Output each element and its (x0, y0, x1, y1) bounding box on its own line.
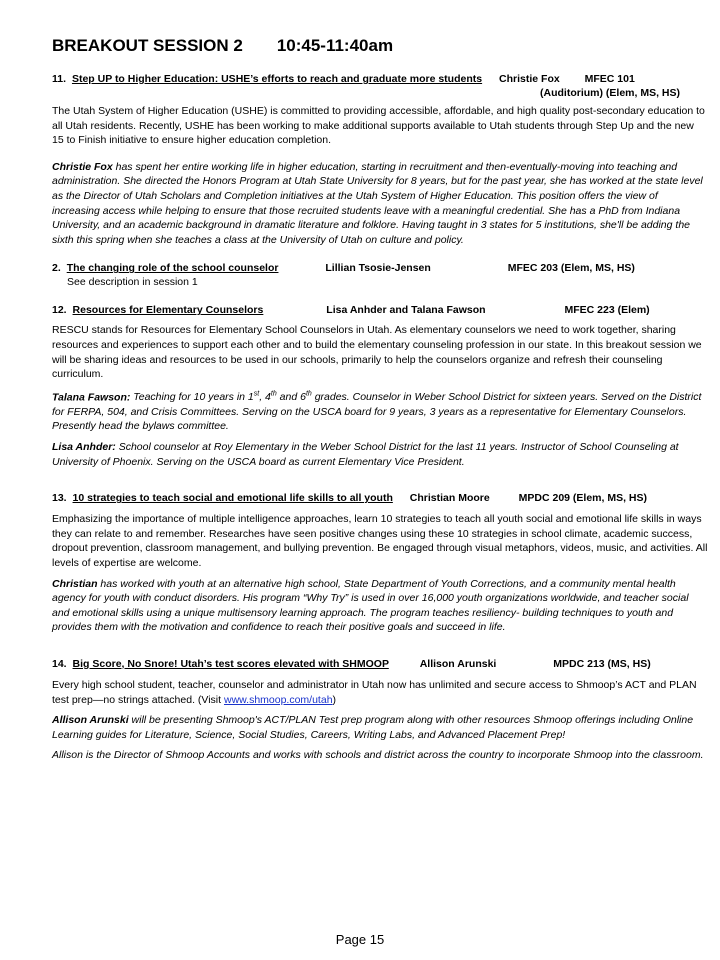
session-title: 10 strategies to teach social and emotional life skills to all youth (72, 492, 393, 505)
session-room: MFEC 223 (Elem) (564, 304, 650, 317)
bio-name: Talana Fawson: (52, 391, 131, 404)
session-title-line (52, 491, 708, 505)
presenter-bio (52, 577, 708, 635)
session-number: 11. (52, 73, 67, 85)
session-title: Step UP to Higher Education: USHE’s efforts to reach and graduate more students (71, 73, 483, 85)
presenter-bio (52, 388, 708, 434)
session-title: Resources for Elementary Counselors (72, 304, 264, 317)
shmoop-link[interactable]: www.shmoop.com/utah (223, 693, 333, 706)
session-number: 13. (52, 492, 67, 505)
session-14 (52, 657, 708, 763)
presenter-bio (52, 713, 708, 742)
session-title-line (52, 657, 708, 671)
bio-text: will be presenting Shmoop's ACT/PLAN Test prep program along with other resources Shmoop offerings including Online Learning guides for Literature, Science, Social Studies, Careers, Writing Labs, and Advanced Placement Prep! (52, 714, 694, 741)
bio-text: Allison is the Director of Shmoop Accounts and works with schools and district across the country to incorporate Shmoop into the classroom. (52, 749, 704, 762)
session-description: Emphasizing the importance of multiple intelligence approaches, learn 10 strategies to teach all youth social and emotional life skills in ways they can relate to and remember. Researches have seen positive changes using these 10 strategies in school climate, academic success, dropout prevention, classroom management, and bullying prevention. Be engaged through visual metaphors, videos, music, and activities. All levels of expertise are welcome. (52, 513, 708, 569)
session-number: 14. (52, 657, 67, 670)
bio-name: Allison Arunski (52, 714, 129, 727)
session-note: See description in session 1 (67, 276, 198, 289)
bio-name: Christie Fox (52, 160, 113, 173)
presenter-bio (52, 748, 708, 763)
presenter-bio (52, 160, 708, 248)
session-presenter: Christian Moore (409, 492, 490, 505)
page-header (52, 36, 708, 56)
bio-text: has spent her entire working life in higher education, starting in recruitment and then-eventually-moving into teaching and administration. She directed the Honors Program at Utah State University for 8 years, but for the past year, she has worked at the state level as the Director of Utah Scholars and Completion initiatives at the Utah System of Higher Education. This position offers the view of increasing access while helping to ensure that those recruited students leave with a meaningful credential. She has a PhD from Indiana University, and an academic background in dramatic literature and folklore. Having taught in 3 states for 5 institutions, she'll be adding the sixth this spring when she teaches a class at the University of Utah on culture and policy. (52, 160, 703, 246)
bio-text: Teaching for 10 years in 1st, 4th and 6th grades. Counselor in Weber School District for sixteen years. Served on the District for FERPA, 504, and Crisis Committees. Serving on the USCA board for 9 years, 3 years as a representative for Elementary Counselors. Presently head the bylaws committee. (52, 390, 702, 433)
session-title-line (52, 261, 708, 275)
session-11 (52, 72, 708, 247)
session-13 (52, 491, 708, 635)
session-number: 12. (52, 304, 67, 317)
session-description: The Utah System of Higher Education (USHE) is committed to providing accessible, affordable, and high quality post-secondary education to all Utah residents. Recently, USHE has been working to make additional supports available to Utah students through Step Up and the new 15 to Finish initiative to ensure higher education completion. (52, 105, 705, 147)
session-title-line (52, 72, 708, 86)
session-12 (52, 303, 708, 469)
session-2 (52, 261, 708, 289)
bio-name: Christian (52, 577, 98, 590)
session-heading: BREAKOUT SESSION 2 (52, 36, 243, 55)
session-room: MFEC 203 (Elem, MS, HS) (507, 262, 635, 275)
page-number: Page 15 (335, 932, 385, 947)
session-description: RESCU stands for Resources for Elementary School Counselors in Utah. As elementary counselors we need to work together, sharing resources and experiences to support each other and to build the elementary counseling profession in our state. In this breakout session we will be sharing ideas and resources to be used in our schools, primarily to help the counselors organize and refresh their counseling curriculum. (52, 324, 702, 381)
session-presenter: Lillian Tsosie-Jensen (325, 262, 431, 275)
session-title: Big Score, No Snore! Utah’s test scores elevated with SHMOOP (72, 657, 389, 670)
session-description (52, 678, 708, 707)
session-room: MFEC 101 (584, 73, 635, 85)
session-time: 10:45-11:40am (276, 36, 394, 55)
session-title: The changing role of the school counselor (66, 262, 279, 275)
session-presenter: Lisa Anhder and Talana Fawson (326, 304, 486, 317)
presenter-bio (52, 440, 708, 469)
bio-name: Lisa Anhder: (52, 441, 116, 453)
bio-text: School counselor at Roy Elementary in the Weber School District for the last 11 years. Instructor of School Counseling at University of Phoenix. Serving on the USCA board as current Elementary Vice President. (52, 441, 679, 468)
session-presenter: Christie Fox (499, 73, 560, 85)
session-room: MPDC 213 (MS, HS) (553, 657, 651, 670)
session-title-line (52, 303, 708, 317)
bio-text: has worked with youth at an alternative high school, State Department of Youth Corrections, and a community mental health agency for youth with conduct disorders. His program “Why Try” is used in over 16,000 youth organizations worldwide, and teacher social and emotional skills using a unique multisensory learning approach. The program teaches resiliency- building techniques to youth and provides them with the motivation and confidence to reach their positive goals and succeed in life. (52, 577, 689, 634)
session-room-continued: (Auditorium) (Elem, MS, HS) (540, 87, 680, 99)
document-page (52, 36, 708, 777)
description-end: ) (332, 693, 337, 706)
description-text: Every high school student, teacher, counselor and administrator in Utah now has unlimited and secure access to Shmoop’s ACT and PLAN test prep—no strings attached. (Visit (52, 678, 697, 706)
session-number: 2. (52, 262, 61, 275)
session-presenter: Allison Arunski (419, 657, 497, 670)
session-room: MPDC 209 (Elem, MS, HS) (518, 492, 648, 505)
